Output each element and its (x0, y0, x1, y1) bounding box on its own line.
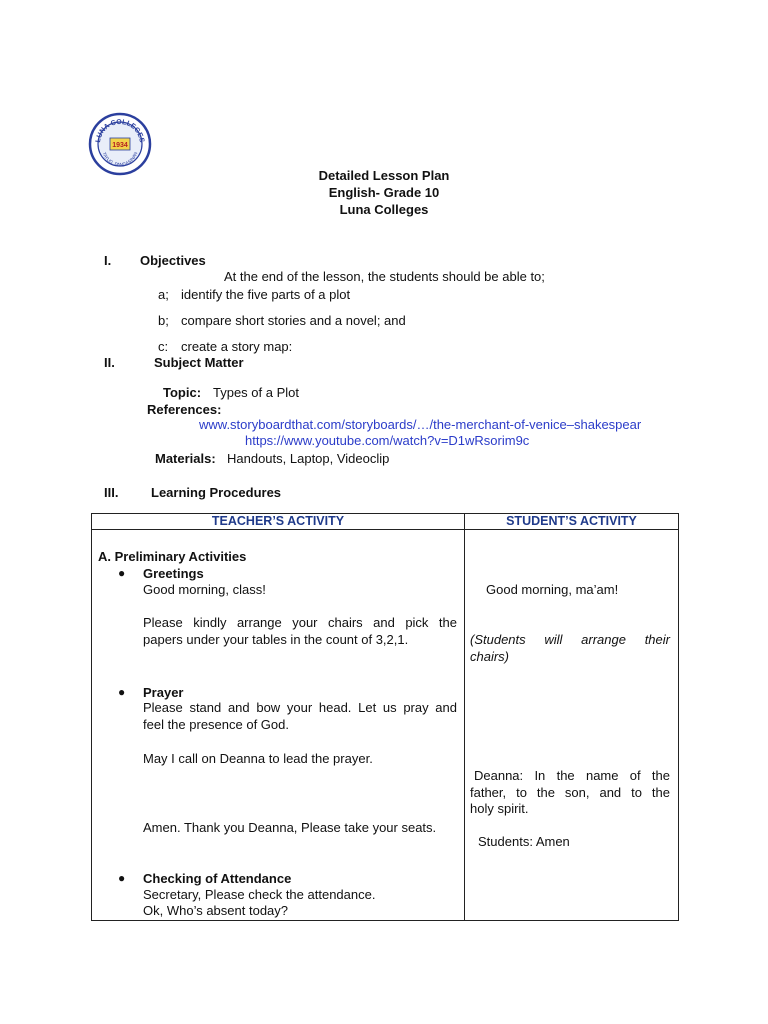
materials-value: Handouts, Laptop, Videoclip (227, 451, 390, 466)
topic-label: Topic: (163, 385, 202, 400)
topic-value: Types of a Plot (213, 385, 299, 400)
document-subtitle: English- Grade 10 (328, 185, 440, 200)
objectives-heading: Objectives (140, 253, 206, 268)
student-arrange-line2: chairs) (470, 649, 510, 664)
teacher-amen: Amen. Thank you Deanna, Please take your seats. (143, 820, 437, 835)
materials-label: Materials: (155, 451, 216, 466)
section-preliminary-activities: A. Preliminary Activities (98, 549, 247, 564)
objective-c-text: create a story map: (181, 339, 293, 354)
objective-b-text: compare short stories and a novel; and (181, 313, 406, 328)
bullet-attendance: ● (118, 871, 126, 885)
attendance-heading: Checking of Attendance (143, 871, 292, 886)
column-divider (464, 514, 465, 920)
svg-text:TAYUG, PANGASINAN: TAYUG, PANGASINAN (101, 151, 139, 168)
teacher-attendance-line2: Ok, Who’s absent today? (143, 903, 289, 918)
student-greeting: Good morning, ma’am! (486, 582, 619, 597)
student-activity-header: STUDENT’S ACTIVITY (506, 514, 637, 528)
subject-matter-numeral: II. (104, 355, 115, 370)
student-arrange-line1: (Students will arrange their (470, 632, 670, 647)
student-deanna-line2: father, to the son, and to the (470, 785, 670, 800)
activity-table (91, 513, 679, 921)
teacher-prayer-line2: feel the presence of God. (143, 717, 289, 732)
student-deanna-line1: Deanna: In the name of the (474, 768, 670, 783)
svg-text:LUNA COLLEGES: LUNA COLLEGES (94, 118, 146, 144)
teacher-greeting: Good morning, class! (143, 582, 266, 597)
references-label: References: (147, 402, 222, 417)
bullet-prayer: ● (118, 685, 126, 699)
teacher-attendance-line1: Secretary, Please check the attendance. (143, 887, 376, 902)
student-deanna-line3: holy spirit. (470, 801, 529, 816)
student-amen: Students: Amen (478, 834, 570, 849)
greetings-heading: Greetings (143, 566, 204, 581)
header-divider (92, 529, 678, 530)
svg-text:1934: 1934 (112, 142, 128, 149)
teacher-arrange-chairs-line1: Please kindly arrange your chairs and pick the (143, 615, 457, 630)
teacher-arrange-chairs-line2: papers under your tables in the count of 3,2,1. (143, 632, 409, 647)
document-title: Detailed Lesson Plan (318, 168, 450, 183)
teacher-call-deanna: May I call on Deanna to lead the prayer. (143, 751, 373, 766)
objective-b-label: b; (158, 313, 169, 328)
teacher-activity-header: TEACHER’S ACTIVITY (211, 514, 345, 528)
teacher-prayer-line1: Please stand and bow your head. Let us pray and (143, 700, 457, 715)
objective-a-text: identify the five parts of a plot (181, 287, 351, 302)
procedures-heading: Learning Procedures (151, 485, 282, 500)
objectives-intro: At the end of the lesson, the students should be able to; (224, 269, 545, 284)
objective-c-label: c: (158, 339, 169, 354)
procedures-numeral: III. (104, 485, 119, 500)
reference-link-storyboard[interactable]: www.storyboardthat.com/storyboards/…/the-merchant-of-venice–shakespear (199, 417, 642, 432)
reference-link-youtube[interactable]: https://www.youtube.com/watch?v=D1wRsorim9c (245, 433, 530, 448)
bullet-greetings: ● (118, 566, 126, 580)
subject-matter-heading: Subject Matter (154, 355, 244, 370)
school-name: Luna Colleges (339, 202, 429, 217)
prayer-heading: Prayer (143, 685, 184, 700)
objective-a-label: a; (158, 287, 169, 302)
luna-colleges-logo (88, 112, 152, 176)
objectives-numeral: I. (104, 253, 112, 268)
